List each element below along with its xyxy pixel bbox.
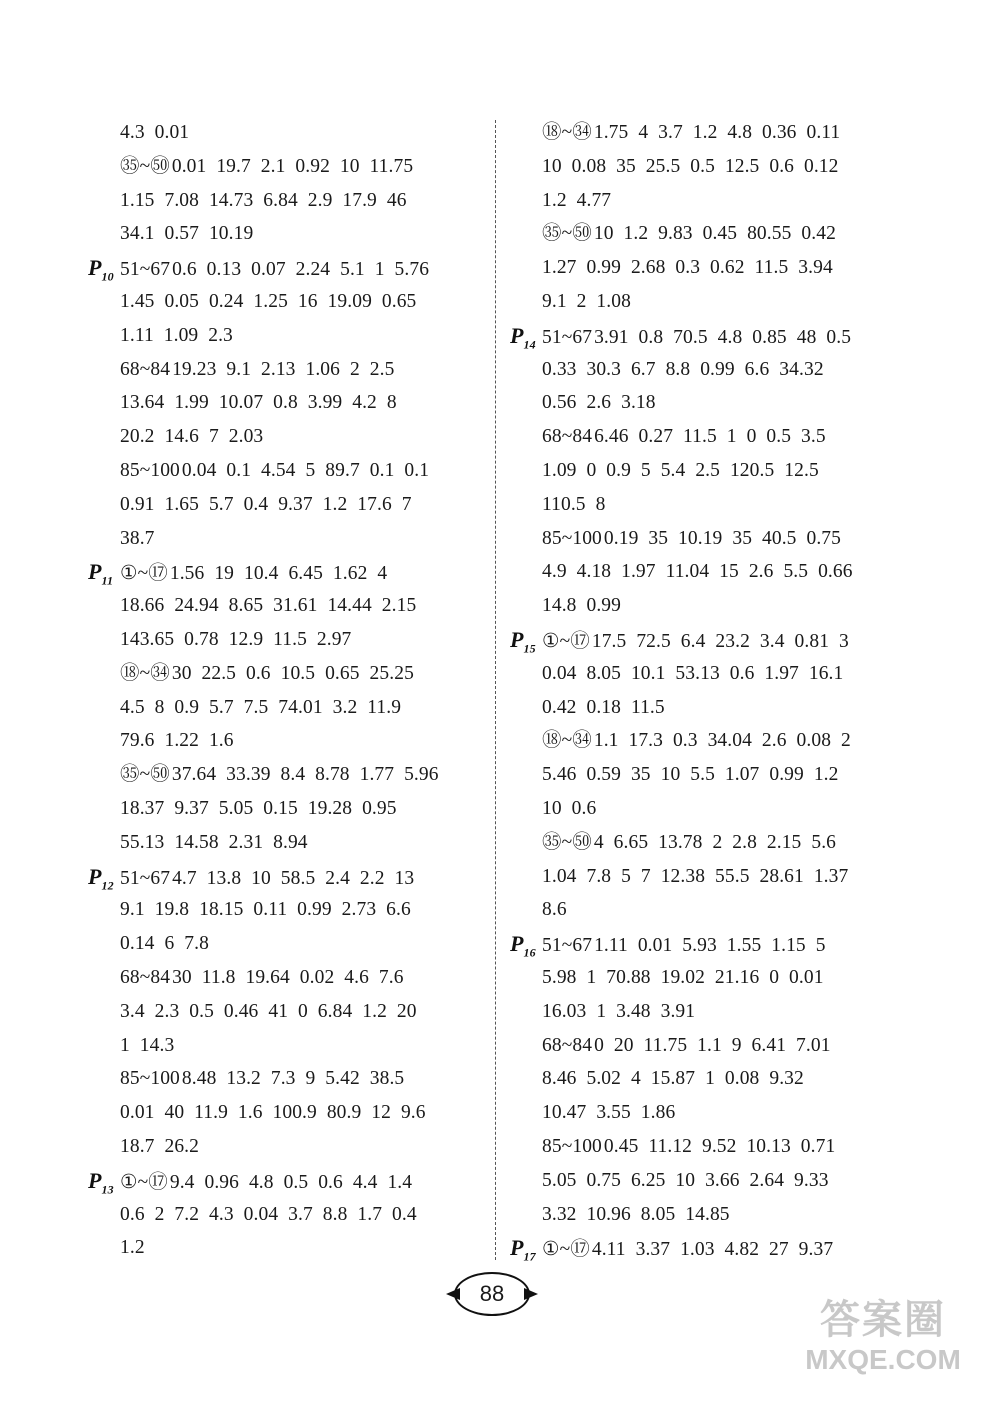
answer-line bbox=[88, 488, 488, 522]
answer-line bbox=[88, 555, 488, 589]
answer-line bbox=[88, 353, 488, 387]
answer-values: 3.91 0.8 70.5 4.8 0.85 48 0.5 bbox=[594, 326, 852, 348]
answer-line bbox=[510, 420, 910, 454]
right-column bbox=[510, 116, 910, 1265]
answer-line bbox=[510, 1231, 910, 1265]
answer-line bbox=[510, 724, 910, 758]
answer-line bbox=[88, 826, 488, 860]
answer-line bbox=[88, 285, 488, 319]
watermark-logo bbox=[788, 1297, 978, 1387]
answer-values: 1.11 1.09 2.3 bbox=[120, 324, 233, 346]
question-range: ㉟~㊿ bbox=[542, 223, 592, 245]
watermark-url: MXQE.COM bbox=[805, 1344, 961, 1375]
page-marker-letter: P bbox=[88, 1167, 102, 1193]
answer-values: 1.04 7.8 5 7 12.38 55.5 28.61 1.37 bbox=[542, 865, 849, 887]
question-range: ⑱~㉞ bbox=[542, 122, 592, 143]
answer-values: 4.9 4.18 1.97 11.04 15 2.6 5.5 0.66 bbox=[542, 561, 853, 583]
answer-line bbox=[88, 758, 488, 792]
answer-values: 8.46 5.02 4 15.87 1 0.08 9.32 bbox=[542, 1068, 804, 1090]
page-marker bbox=[510, 927, 542, 970]
answer-values: 8.48 13.2 7.3 9 5.42 38.5 bbox=[181, 1068, 405, 1090]
question-range: 85~100 bbox=[120, 1068, 180, 1090]
answer-values: 1 14.3 bbox=[120, 1034, 175, 1056]
answer-line bbox=[88, 1198, 488, 1232]
answer-line bbox=[88, 860, 488, 894]
answer-values: 16.03 1 3.48 3.91 bbox=[542, 1000, 696, 1022]
answer-values: 6.46 0.27 11.5 1 0 0.5 3.5 bbox=[594, 426, 826, 448]
page-marker-letter: P bbox=[88, 255, 102, 281]
page-marker-number: 15 bbox=[523, 641, 536, 656]
answer-values: 1.15 7.08 14.73 6.84 2.9 17.9 46 bbox=[120, 189, 407, 211]
question-range: ㉟~㊿ bbox=[120, 764, 170, 786]
question-range: 85~100 bbox=[120, 459, 180, 481]
answer-line bbox=[88, 386, 488, 420]
answer-values: 3.4 2.3 0.5 0.46 41 0 6.84 1.2 20 bbox=[120, 1000, 417, 1022]
question-range: 68~84 bbox=[542, 1034, 593, 1056]
page-marker-letter: P bbox=[510, 931, 524, 957]
answer-values: 30 22.5 0.6 10.5 0.65 25.25 bbox=[171, 662, 414, 684]
question-range: 68~84 bbox=[542, 426, 593, 448]
answer-values: 0.6 0.13 0.07 2.24 5.1 1 5.76 bbox=[172, 259, 430, 281]
page-marker-number: 17 bbox=[523, 1249, 536, 1264]
answer-line bbox=[88, 927, 488, 961]
answer-line bbox=[510, 589, 910, 623]
answer-line bbox=[510, 522, 910, 556]
page-marker bbox=[88, 555, 120, 598]
answer-values: 1.75 4 3.7 1.2 4.8 0.36 0.11 bbox=[593, 122, 841, 143]
answer-values: 0.42 0.18 11.5 bbox=[542, 696, 665, 718]
answer-line bbox=[88, 1231, 488, 1265]
answer-line bbox=[510, 285, 910, 319]
answer-line bbox=[88, 522, 488, 556]
answer-values: 79.6 1.22 1.6 bbox=[120, 730, 234, 752]
question-range: ⑱~㉞ bbox=[120, 662, 170, 684]
page-marker bbox=[510, 319, 542, 362]
answer-values: 17.5 72.5 6.4 23.2 3.4 0.81 3 bbox=[591, 630, 849, 652]
answer-line bbox=[510, 488, 910, 522]
page-marker-number: 13 bbox=[101, 1182, 114, 1197]
answer-line bbox=[510, 1096, 910, 1130]
answer-values: 3.32 10.96 8.05 14.85 bbox=[542, 1203, 730, 1225]
page-marker-number: 16 bbox=[523, 945, 536, 960]
question-range: ①~⑰ bbox=[542, 630, 590, 652]
answer-values: 4.3 0.01 bbox=[120, 122, 190, 143]
answer-line bbox=[510, 792, 910, 826]
page-marker-letter: P bbox=[88, 863, 102, 889]
answer-line bbox=[88, 589, 488, 623]
answer-line bbox=[510, 927, 910, 961]
answer-values: 14.8 0.99 bbox=[542, 595, 621, 617]
answer-values: 5.46 0.59 35 10 5.5 1.07 0.99 1.2 bbox=[542, 764, 839, 786]
answer-values: 10.47 3.55 1.86 bbox=[542, 1102, 676, 1124]
page-marker-number: 14 bbox=[523, 337, 536, 352]
answer-values: 0.14 6 7.8 bbox=[120, 933, 209, 955]
question-range: ①~⑰ bbox=[120, 1171, 168, 1193]
answer-line bbox=[88, 792, 488, 826]
page-marker-number: 12 bbox=[101, 877, 114, 892]
answer-line bbox=[510, 826, 910, 860]
answer-line bbox=[88, 319, 488, 353]
page-number: 88 bbox=[454, 1272, 530, 1316]
answer-line bbox=[510, 893, 910, 927]
answer-line bbox=[88, 454, 488, 488]
question-range: 68~84 bbox=[120, 966, 171, 988]
answer-line bbox=[88, 657, 488, 691]
answer-values: 1.27 0.99 2.68 0.3 0.62 11.5 3.94 bbox=[542, 257, 833, 279]
question-range: 85~100 bbox=[542, 1135, 602, 1157]
answer-values: 5.05 0.75 6.25 10 3.66 2.64 9.33 bbox=[542, 1169, 829, 1191]
page-marker-letter: P bbox=[510, 1235, 524, 1261]
answer-line bbox=[510, 758, 910, 792]
answer-line bbox=[510, 691, 910, 725]
answer-line bbox=[510, 1164, 910, 1198]
answer-line bbox=[88, 1130, 488, 1164]
answer-values: 0.01 19.7 2.1 0.92 10 11.75 bbox=[171, 155, 414, 177]
answer-line bbox=[510, 116, 910, 150]
answer-values: 18.37 9.37 5.05 0.15 19.28 0.95 bbox=[120, 797, 397, 819]
answer-values: 1.2 4.77 bbox=[542, 189, 612, 211]
page-marker bbox=[88, 860, 120, 903]
answer-line bbox=[510, 386, 910, 420]
page-marker bbox=[510, 623, 542, 666]
question-range: 51~67 bbox=[120, 867, 171, 889]
answer-line bbox=[88, 251, 488, 285]
answer-line bbox=[510, 1029, 910, 1063]
answer-line bbox=[88, 995, 488, 1029]
answer-values: 4 6.65 13.78 2 2.8 2.15 5.6 bbox=[593, 831, 837, 853]
answer-line bbox=[510, 860, 910, 894]
answer-line bbox=[510, 1062, 910, 1096]
answer-values: 37.64 33.39 8.4 8.78 1.77 5.96 bbox=[171, 764, 439, 786]
answer-line bbox=[88, 1096, 488, 1130]
answer-values: 0.56 2.6 3.18 bbox=[542, 392, 656, 414]
answer-values: 143.65 0.78 12.9 11.5 2.97 bbox=[120, 628, 352, 650]
answer-line bbox=[510, 454, 910, 488]
answer-values: 1.09 0 0.9 5 5.4 2.5 120.5 12.5 bbox=[542, 459, 819, 481]
answer-values: 9.4 0.96 4.8 0.5 0.6 4.4 1.4 bbox=[169, 1171, 413, 1193]
answer-line bbox=[88, 893, 488, 927]
answer-values: 8.6 bbox=[542, 899, 567, 921]
answer-values: 1.45 0.05 0.24 1.25 16 19.09 0.65 bbox=[120, 290, 417, 312]
answer-line bbox=[88, 1062, 488, 1096]
answer-line bbox=[510, 353, 910, 387]
question-range: 51~67 bbox=[542, 326, 593, 348]
answer-values: 10 0.08 35 25.5 0.5 12.5 0.6 0.12 bbox=[542, 155, 839, 177]
page-marker bbox=[88, 251, 120, 294]
question-range: 51~67 bbox=[542, 935, 593, 957]
answer-values: 1.1 17.3 0.3 34.04 2.6 0.08 2 bbox=[593, 730, 851, 752]
answer-line bbox=[510, 1130, 910, 1164]
answer-values: 10 1.2 9.83 0.45 80.55 0.42 bbox=[593, 223, 836, 245]
page-marker-letter: P bbox=[88, 559, 102, 585]
page-marker bbox=[510, 1231, 542, 1274]
page-marker-number: 11 bbox=[101, 573, 114, 588]
answer-line bbox=[510, 319, 910, 353]
answer-values: 9.1 19.8 18.15 0.11 0.99 2.73 6.6 bbox=[120, 899, 411, 921]
answer-values: 9.1 2 1.08 bbox=[542, 290, 631, 312]
answer-line bbox=[510, 657, 910, 691]
answer-values: 1.56 19 10.4 6.45 1.62 4 bbox=[169, 563, 388, 585]
answer-line bbox=[88, 691, 488, 725]
answer-line bbox=[510, 150, 910, 184]
answer-line bbox=[88, 217, 488, 251]
column-divider bbox=[495, 120, 496, 1260]
answer-line bbox=[510, 1198, 910, 1232]
page-marker-number: 10 bbox=[101, 269, 114, 284]
answer-line bbox=[88, 1164, 488, 1198]
page-marker-letter: P bbox=[510, 626, 524, 652]
left-column bbox=[88, 116, 488, 1265]
question-range: ①~⑰ bbox=[542, 1239, 590, 1261]
question-range: 51~67 bbox=[120, 259, 171, 281]
question-range: ⑱~㉞ bbox=[542, 730, 592, 752]
answer-line bbox=[510, 995, 910, 1029]
answer-values: 38.7 bbox=[120, 527, 155, 549]
answer-values: 1.11 0.01 5.93 1.55 1.15 5 bbox=[594, 935, 826, 957]
answer-values: 110.5 8 bbox=[542, 493, 606, 515]
answer-line bbox=[88, 184, 488, 218]
page-marker bbox=[88, 1164, 120, 1207]
answer-values: 34.1 0.57 10.19 bbox=[120, 223, 254, 245]
answer-values: 0.04 0.1 4.54 5 89.7 0.1 0.1 bbox=[181, 459, 430, 481]
answer-line bbox=[510, 555, 910, 589]
answer-values: 4.7 13.8 10 58.5 2.4 2.2 13 bbox=[172, 867, 415, 889]
answer-values: 0.45 11.12 9.52 10.13 0.71 bbox=[603, 1135, 836, 1157]
answer-values: 18.7 26.2 bbox=[120, 1135, 199, 1157]
watermark-title: 答案圈 bbox=[820, 1298, 946, 1342]
answer-values: 4.5 8 0.9 5.7 7.5 74.01 3.2 11.9 bbox=[120, 696, 402, 718]
question-range: ㉟~㊿ bbox=[542, 831, 592, 853]
answer-values: 0.19 35 10.19 35 40.5 0.75 bbox=[603, 527, 842, 549]
question-range: 85~100 bbox=[542, 527, 602, 549]
answer-values: 10 0.6 bbox=[542, 797, 597, 819]
answer-values: 0 20 11.75 1.1 9 6.41 7.01 bbox=[594, 1034, 831, 1056]
answer-values: 55.13 14.58 2.31 8.94 bbox=[120, 831, 308, 853]
answer-values: 19.23 9.1 2.13 1.06 2 2.5 bbox=[172, 358, 395, 380]
answer-line bbox=[88, 116, 488, 150]
answer-values: 0.04 8.05 10.1 53.13 0.6 1.97 16.1 bbox=[542, 662, 844, 684]
answer-line bbox=[88, 1029, 488, 1063]
answer-values: 0.01 40 11.9 1.6 100.9 80.9 12 9.6 bbox=[120, 1102, 426, 1124]
answer-values: 4.11 3.37 1.03 4.82 27 9.37 bbox=[591, 1239, 834, 1261]
answer-line bbox=[510, 623, 910, 657]
answer-line bbox=[510, 251, 910, 285]
answer-values: 18.66 24.94 8.65 31.61 14.44 2.15 bbox=[120, 595, 417, 617]
answer-values: 1.2 bbox=[120, 1237, 145, 1259]
answer-values: 0.91 1.65 5.7 0.4 9.37 1.2 17.6 7 bbox=[120, 493, 412, 515]
answer-line bbox=[88, 150, 488, 184]
answer-line bbox=[88, 623, 488, 657]
question-range: ①~⑰ bbox=[120, 563, 168, 585]
page-marker-letter: P bbox=[510, 322, 524, 348]
answer-line bbox=[510, 217, 910, 251]
answer-line bbox=[510, 961, 910, 995]
answer-values: 5.98 1 70.88 19.02 21.16 0 0.01 bbox=[542, 966, 824, 988]
answer-values: 20.2 14.6 7 2.03 bbox=[120, 426, 264, 448]
answer-values: 0.33 30.3 6.7 8.8 0.99 6.6 34.32 bbox=[542, 358, 824, 380]
answer-line bbox=[88, 420, 488, 454]
answer-line bbox=[88, 961, 488, 995]
answer-line bbox=[88, 724, 488, 758]
answer-values: 13.64 1.99 10.07 0.8 3.99 4.2 8 bbox=[120, 392, 397, 414]
answer-values: 30 11.8 19.64 0.02 4.6 7.6 bbox=[172, 966, 404, 988]
question-range: 68~84 bbox=[120, 358, 171, 380]
answer-line bbox=[510, 184, 910, 218]
question-range: ㉟~㊿ bbox=[120, 155, 170, 177]
answer-values: 0.6 2 7.2 4.3 0.04 3.7 8.8 1.7 0.4 bbox=[120, 1203, 417, 1225]
